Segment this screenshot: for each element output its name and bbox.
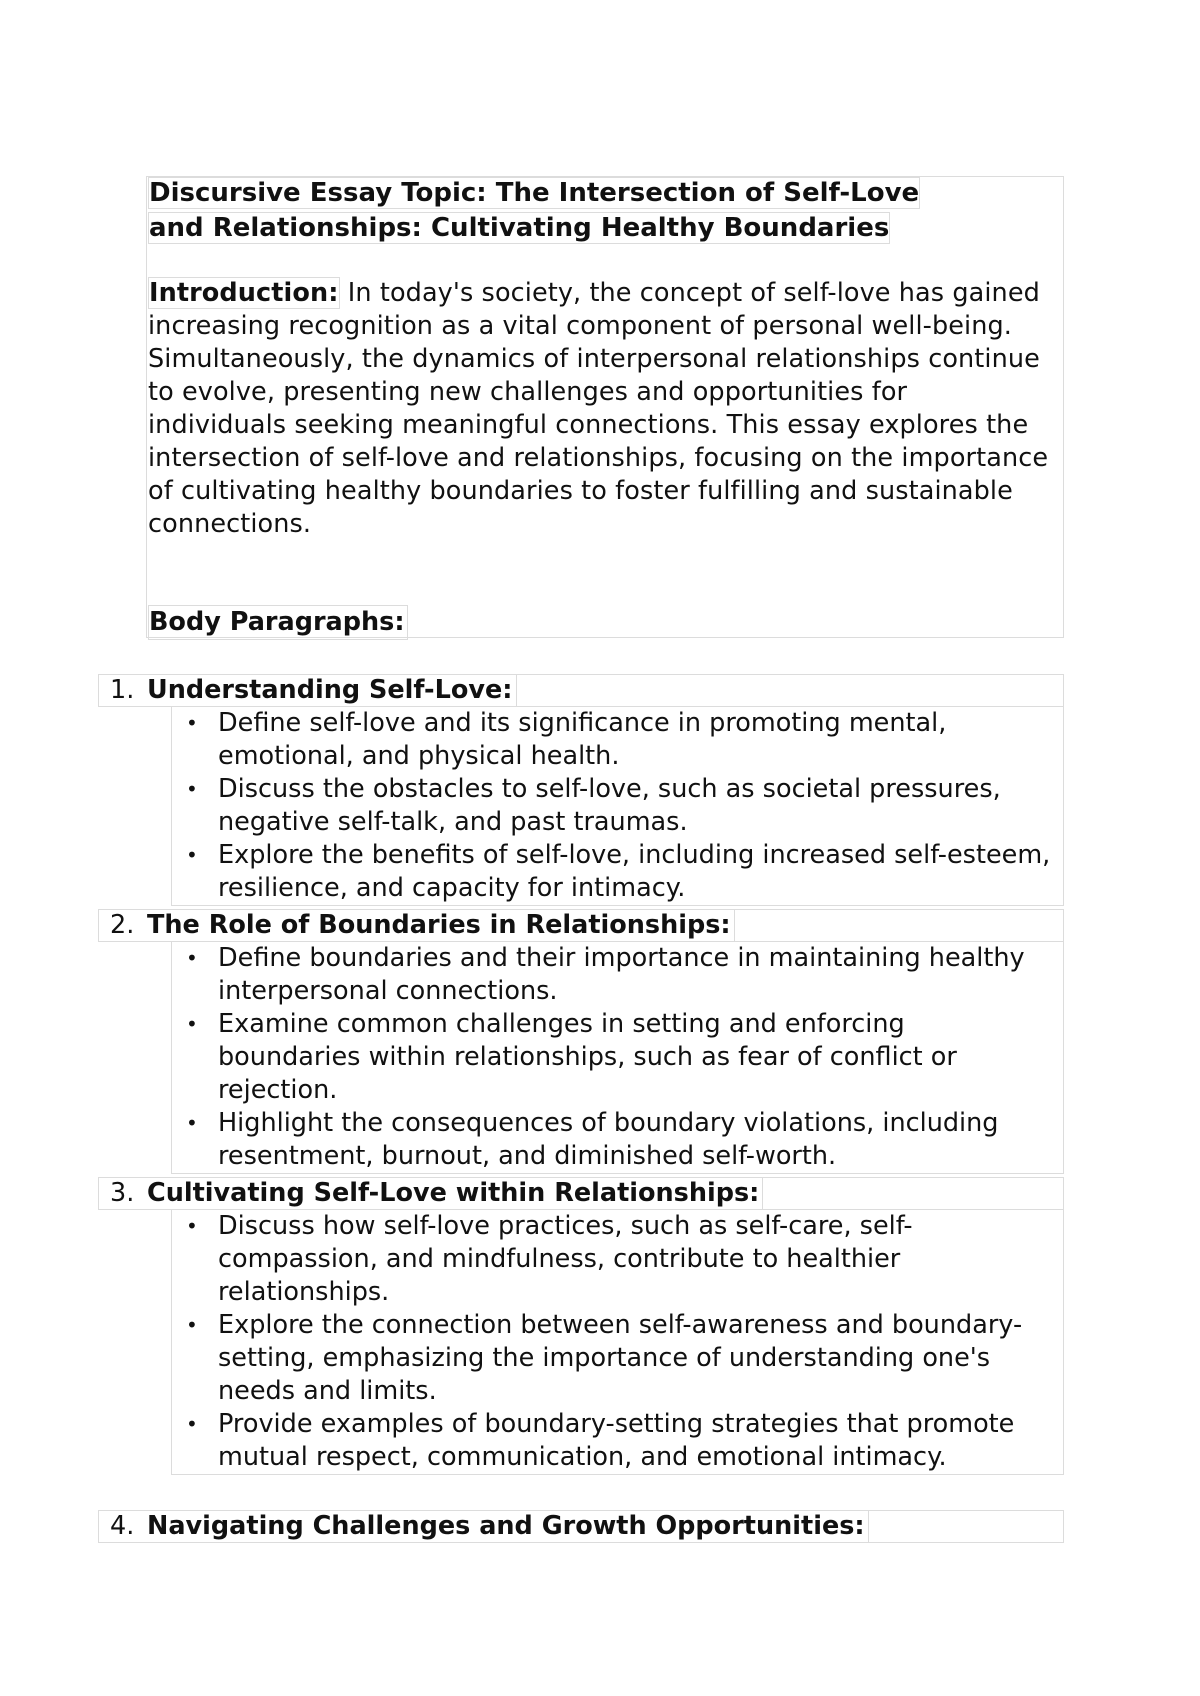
bullet-icon: •	[186, 1313, 198, 1337]
list-item	[172, 1107, 1063, 1173]
list-item	[172, 1008, 1063, 1107]
bullet-text: Provide examples of boundary-setting strategies that promote mutual respect, communication, and emotional intimacy.	[218, 1409, 1015, 1472]
introduction-label: Introduction:	[149, 278, 339, 308]
bullet-text: Explore the connection between self-awareness and boundary-setting, emphasizing the importance of understanding one's needs and limits.	[218, 1310, 1023, 1406]
section-1-number: 1.	[110, 675, 135, 705]
list-item	[172, 839, 1063, 905]
section-3	[98, 1177, 1064, 1475]
bullet-icon: •	[186, 777, 198, 801]
bullet-text: Highlight the consequences of boundary violations, including resentment, burnout, and diminished self-worth.	[218, 1108, 999, 1171]
section-1-title: Understanding Self-Love:	[147, 675, 517, 706]
section-1-bullet-list	[172, 707, 1063, 905]
list-item	[172, 707, 1063, 773]
bullet-text: Discuss the obstacles to self-love, such as societal pressures, negative self-talk, and past traumas.	[218, 774, 1001, 837]
section-4-heading	[98, 1510, 1064, 1543]
bullet-text: Define self-love and its significance in promoting mental, emotional, and physical health.	[218, 708, 947, 771]
section-2-bullet-list	[172, 942, 1063, 1173]
bullet-icon: •	[186, 1111, 198, 1135]
introduction-paragraph	[148, 277, 1053, 541]
bullet-icon: •	[186, 711, 198, 735]
section-3-number: 3.	[110, 1178, 135, 1208]
section-4	[98, 1510, 1064, 1543]
essay-title-line-2: and Relationships: Cultivating Healthy Boundaries	[149, 213, 890, 243]
bullet-text: Explore the benefits of self-love, including increased self-esteem, resilience, and capacity for intimacy.	[218, 840, 1051, 903]
section-1-heading	[98, 674, 1064, 707]
bullet-icon: •	[186, 1012, 198, 1036]
section-3-heading	[98, 1177, 1064, 1210]
section-3-bullet-list	[172, 1210, 1063, 1474]
bullet-icon: •	[186, 1412, 198, 1436]
essay-title	[148, 176, 1068, 246]
section-2-heading	[98, 909, 1064, 942]
body-paragraphs-heading: Body Paragraphs:	[148, 605, 408, 640]
list-item	[172, 942, 1063, 1008]
list-item	[172, 1309, 1063, 1408]
section-4-number: 4.	[110, 1511, 135, 1541]
section-3-body	[171, 1210, 1064, 1475]
section-4-title: Navigating Challenges and Growth Opportunities:	[147, 1511, 869, 1542]
section-2-title: The Role of Boundaries in Relationships:	[147, 910, 735, 941]
bullet-icon: •	[186, 843, 198, 867]
essay-title-line-1: Discursive Essay Topic: The Intersection of Self-Love	[149, 178, 920, 208]
list-item	[172, 1210, 1063, 1309]
bullet-icon: •	[186, 946, 198, 970]
section-1	[98, 674, 1064, 906]
section-3-title: Cultivating Self-Love within Relationships:	[147, 1178, 763, 1209]
section-1-body	[171, 707, 1064, 906]
bullet-text: Define boundaries and their importance in maintaining healthy interpersonal connections.	[218, 943, 1025, 1006]
section-2-body	[171, 942, 1064, 1174]
section-2-number: 2.	[110, 910, 135, 940]
bullet-icon: •	[186, 1214, 198, 1238]
introduction-text: In today's society, the concept of self-love has gained increasing recognition as a vital component of personal well-being. Simultaneously, the dynamics of interpersonal relationships continue to evolve, presenting new challenges and opportunities for individuals seeking meaningful connections. This essay explores the intersection of self-love and relationships, focusing on the importance of cultivating healthy boundaries to foster fulfilling and sustainable connections.	[148, 278, 1049, 539]
bullet-text: Examine common challenges in setting and enforcing boundaries within relationships, such as fear of conflict or rejection.	[218, 1009, 957, 1105]
list-item	[172, 1408, 1063, 1474]
section-2	[98, 909, 1064, 1174]
bullet-text: Discuss how self-love practices, such as self-care, self-compassion, and mindfulness, contribute to healthier relationships.	[218, 1211, 913, 1307]
list-item	[172, 773, 1063, 839]
